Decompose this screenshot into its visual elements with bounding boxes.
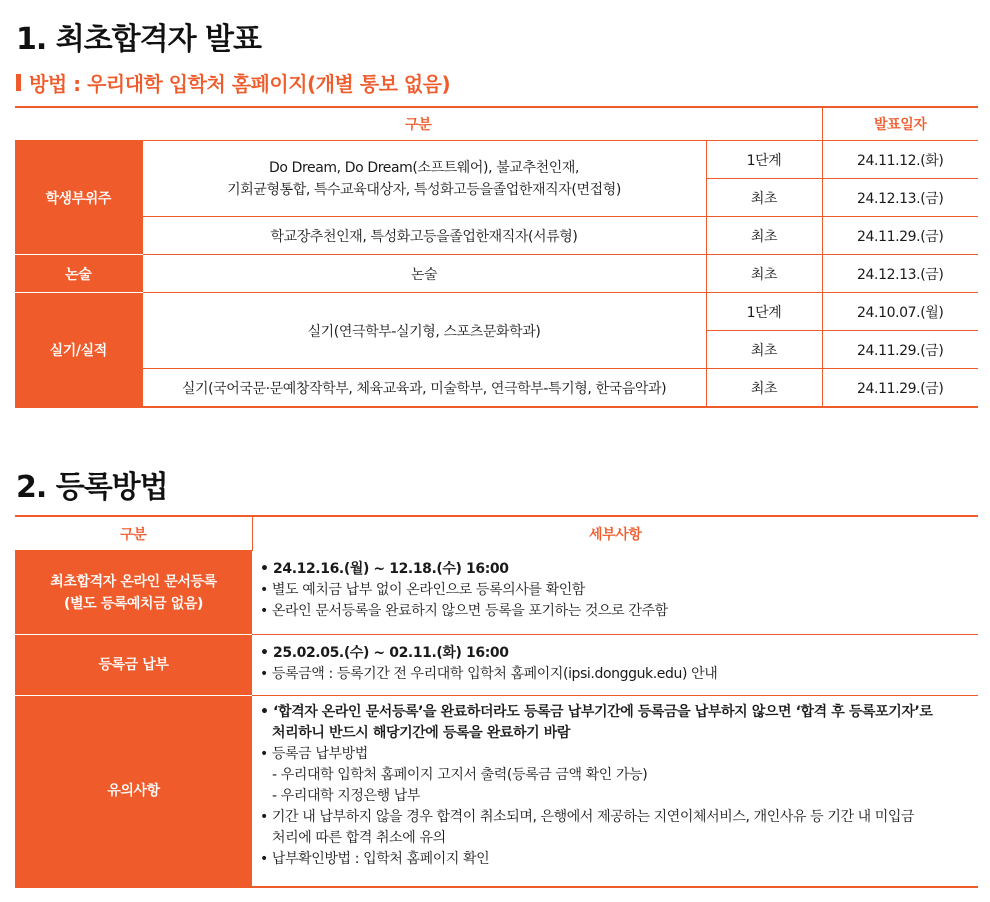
row-description-line: Do Dream, Do Dream(소프트웨어), 불교추천인재, bbox=[268, 159, 580, 176]
row-stage: 1단계 bbox=[706, 141, 822, 179]
announcement-method bbox=[16, 68, 450, 97]
table-row bbox=[15, 696, 978, 888]
header-category: 구분 bbox=[15, 107, 822, 141]
table-header-row bbox=[15, 516, 978, 551]
header-date: 발표일자 bbox=[822, 107, 978, 141]
row-detail bbox=[252, 551, 978, 635]
row-date: 24.12.13.(금) bbox=[822, 255, 978, 293]
table-row bbox=[15, 141, 978, 179]
row-stage: 최초 bbox=[706, 369, 822, 408]
row-description bbox=[142, 141, 706, 217]
header-detail: 세부사항 bbox=[589, 526, 642, 543]
row-category-line: (별도 등록예치금 없음) bbox=[63, 595, 204, 612]
row-stage: 최초 bbox=[706, 331, 822, 369]
detail-line: - 우리대학 입학처 홈페이지 고지서 출력(등록금 금액 확인 가능) bbox=[272, 767, 648, 783]
row-date: 24.11.29.(금) bbox=[822, 217, 978, 255]
announcement-method-text: 방법 : 우리대학 입학처 홈페이지(개별 통보 없음) bbox=[29, 72, 451, 96]
table-header-row bbox=[15, 107, 978, 141]
detail-line: • 등록금 납부방법 bbox=[260, 746, 368, 762]
table-row bbox=[15, 293, 978, 331]
row-date: 24.11.12.(화) bbox=[822, 141, 978, 179]
row-stage: 최초 bbox=[706, 217, 822, 255]
section1-title: 1. 최초합격자 발표 bbox=[16, 22, 262, 57]
detail-line: • 기간 내 납부하지 않을 경우 합격이 취소되며, 은행에서 제공하는 지연이체서비스, 개인사유 등 기간 내 미입금 bbox=[260, 809, 915, 825]
detail-line: • 25.02.05.(수) ~ 02.11.(화) 16:00 bbox=[260, 645, 509, 661]
row-category-line: 최초합격자 온라인 문서등록 bbox=[50, 573, 217, 590]
row-date: 24.12.13.(금) bbox=[822, 179, 978, 217]
group-label: 학생부위주 bbox=[15, 141, 142, 255]
row-date: 24.11.29.(금) bbox=[822, 369, 978, 408]
table-row bbox=[15, 217, 978, 255]
detail-line: 처리에 따른 합격 취소에 유의 bbox=[272, 830, 446, 846]
row-stage: 최초 bbox=[706, 255, 822, 293]
detail-line: • 24.12.16.(월) ~ 12.18.(수) 16:00 bbox=[260, 560, 509, 577]
row-description: 학교장추천인재, 특성화고등을졸업한재직자(서류형) bbox=[142, 217, 706, 255]
detail-line: - 우리대학 지정은행 납부 bbox=[272, 788, 421, 804]
detail-line: • 별도 예치금 납부 없이 온라인으로 등록의사를 확인함 bbox=[260, 581, 585, 598]
row-date: 24.11.29.(금) bbox=[822, 331, 978, 369]
announcement-table bbox=[15, 106, 978, 408]
group-label: 논술 bbox=[15, 255, 142, 293]
table-row bbox=[15, 551, 978, 635]
row-stage: 최초 bbox=[706, 179, 822, 217]
row-category bbox=[15, 551, 252, 635]
row-detail bbox=[252, 696, 978, 888]
table-row bbox=[15, 255, 978, 293]
detail-line: • 등록금액 : 등록기간 전 우리대학 입학처 홈페이지(ipsi.dongguk.edu) 안내 bbox=[260, 666, 718, 682]
detail-line: • 납부확인방법 : 입학처 홈페이지 확인 bbox=[260, 851, 490, 867]
row-stage: 1단계 bbox=[706, 293, 822, 331]
row-description: 실기(국어국문·문예창작학부, 체육교육과, 미술학부, 연극학부-특기형, 한국음악과) bbox=[142, 369, 706, 408]
row-detail bbox=[252, 635, 978, 696]
row-description-line: 기회균형통합, 특수교육대상자, 특성화고등을졸업한재직자(면접형) bbox=[227, 181, 621, 198]
detail-line: • ‘합격자 온라인 문서등록’을 완료하더라도 등록금 납부기간에 등록금을 납부하지 않으면 ‘합격 후 등록포기자’로 bbox=[260, 704, 933, 720]
row-category: 유의사항 bbox=[15, 696, 252, 888]
row-category: 등록금 납부 bbox=[15, 635, 252, 696]
header-category: 구분 bbox=[15, 516, 252, 551]
registration-table bbox=[15, 515, 978, 888]
row-description: 실기(연극학부-실기형, 스포츠문화학과) bbox=[142, 293, 706, 369]
table-row bbox=[15, 369, 978, 408]
table-row bbox=[15, 635, 978, 696]
group-label: 실기/실적 bbox=[15, 293, 142, 408]
accent-bar bbox=[16, 74, 21, 91]
section2-title: 2. 등록방법 bbox=[16, 470, 168, 505]
row-description: 논술 bbox=[142, 255, 706, 293]
detail-line: • 온라인 문서등록을 완료하지 않으면 등록을 포기하는 것으로 간주함 bbox=[260, 602, 668, 619]
row-date: 24.10.07.(월) bbox=[822, 293, 978, 331]
detail-line: 처리하니 반드시 해당기간에 등록을 완료하기 바람 bbox=[272, 725, 570, 741]
